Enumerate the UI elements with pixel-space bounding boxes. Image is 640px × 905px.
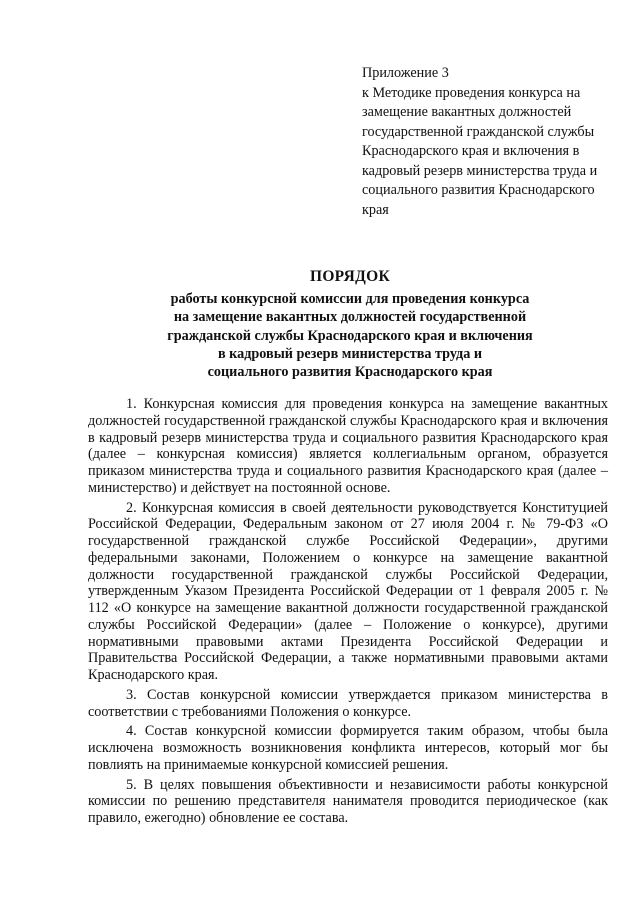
appendix-line: социального развития Краснодарского bbox=[362, 182, 595, 198]
subtitle-line: гражданской службы Краснодарского края и включения bbox=[167, 327, 533, 344]
appendix-line: к Методике проведения конкурса на bbox=[362, 84, 581, 101]
paragraph-5: 5. В целях повышения объективности и независимости работы конкурсной комиссии по решению представителя нанимателя проводится периодическое (как правило, ежегодно) обновление ее состава. bbox=[88, 776, 608, 826]
paragraph-2: 2. Конкурсная комиссия в своей деятельности руководствуется Конституцией Российской Федерации, Федеральным законом от 27 июля 2004 г. № 79-ФЗ «О государственной гражданской службе Российской Федерации», другими федеральными законами, Положением о конкурсе на замещение вакантной должности государственной гражданской службы Российской Федерации, утвержденным Указом Президента Российской Федерации от 1 февраля 2005 г. № 112 «О конкурсе на замещение вакантной должности государственной гражданской службы Российской Федерации» (далее – Положение о конкурсе), другими нормативными правовыми актами Президента Российской Федерации и Правительства Российской Федерации, а также нормативными правовыми актами Краснодарского края. bbox=[88, 499, 608, 683]
appendix-line: кадровый резерв министерства труда и bbox=[362, 162, 598, 179]
paragraph-4: 4. Состав конкурсной комиссии формируется таким образом, чтобы была исключена возможность возникновения конфликта интересов, который мог бы повлиять на принимаемые конкурсной комиссией решения. bbox=[88, 723, 608, 773]
subtitle-line: в кадровый резерв министерства труда и bbox=[217, 345, 483, 362]
appendix-line: государственной гражданской службы bbox=[362, 123, 595, 140]
paragraph-1: 1. Конкурсная комиссия для проведения конкурса на замещение вакантных должностей государственной гражданской службы Краснодарского края и включения в кадровый резерв министерства труда и социального развития Краснодарского края (далее – конкурсная комиссия) является коллегиальным органом, образуется приказом министерства труда и социального развития Краснодарского края (далее – министерство) и действует на постоянной основе. bbox=[88, 396, 608, 496]
appendix-note bbox=[362, 64, 624, 220]
appendix-line: края bbox=[362, 201, 389, 218]
document-body bbox=[88, 396, 608, 830]
appendix-line: замещение вакантных должностей bbox=[362, 104, 572, 120]
subtitle-line: работы конкурсной комиссии для проведения конкурса bbox=[170, 291, 530, 307]
document-title bbox=[110, 268, 590, 381]
subtitle-line: социального развития Краснодарского края bbox=[207, 364, 493, 381]
appendix-line: Краснодарского края и включения в bbox=[362, 143, 580, 159]
appendix-line: Приложение 3 bbox=[362, 65, 449, 81]
title-main: ПОРЯДОК bbox=[309, 268, 391, 285]
paragraph-3: 3. Состав конкурсной комиссии утверждается приказом министерства в соответствии с требованиями Положения о конкурсе. bbox=[88, 686, 608, 720]
title-subtitle bbox=[110, 290, 590, 381]
subtitle-line: на замещение вакантных должностей государственной bbox=[173, 309, 527, 326]
